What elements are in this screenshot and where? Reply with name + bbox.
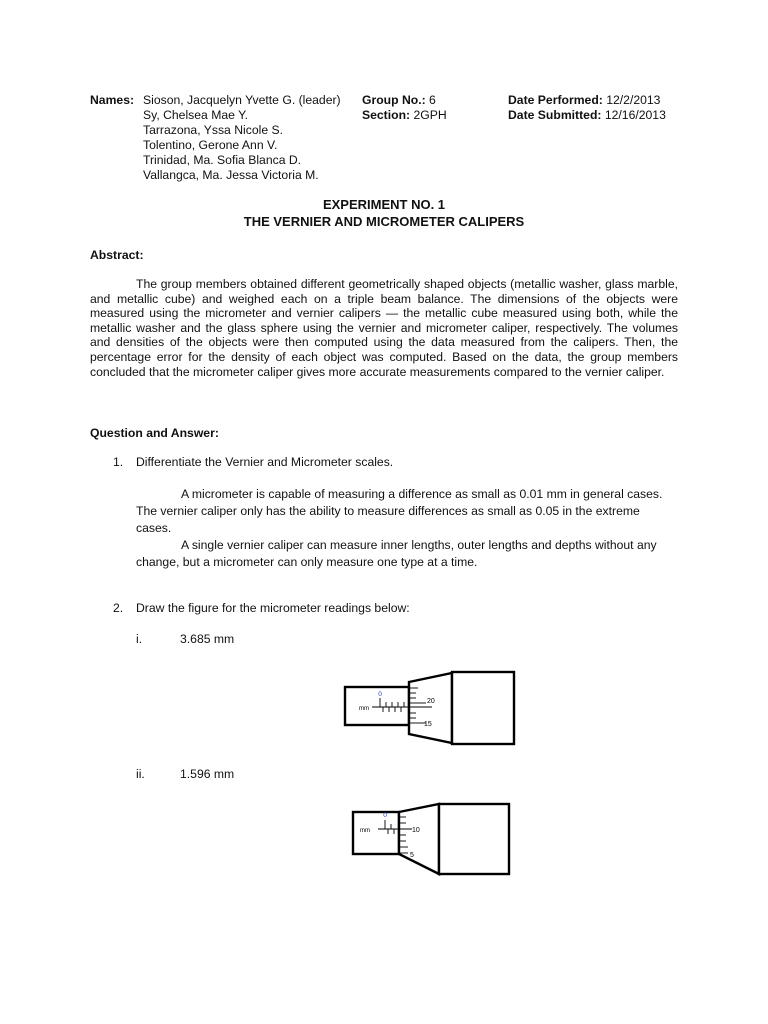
name-item: Tolentino, Gerone Ann V. [143,138,278,152]
date-performed-value: 12/2/2013 [606,93,661,107]
name-item: Tarrazona, Yssa Nicole S. [143,123,283,137]
micrometer-figure-2 [348,802,518,876]
group-value: 6 [429,93,436,107]
reading-2-value: 1.596 mm [180,767,235,781]
thimble-label-lower: 5 [410,852,414,859]
thimble [399,804,439,874]
ratchet [452,672,514,744]
reading-1-numeral: i. [136,632,143,646]
name-item: Sy, Chelsea Mae Y. [143,108,249,122]
name-item: Trinidad, Ma. Sofia Blanca D. [143,153,302,167]
sleeve [345,687,409,725]
q1-number: 1. [113,455,124,469]
unit-label: mm [360,828,370,834]
names-list [143,93,341,183]
q1-text: Differentiate the Vernier and Micrometer scales. [136,455,394,469]
thimble [409,673,452,743]
name-item: Vallangca, Ma. Jessa Victoria M. [143,168,319,182]
group-label: Group No.: [362,93,426,107]
q2-text: Draw the figure for the micrometer readings below: [136,601,410,615]
section-value: 2GPH [413,108,447,122]
qa-heading: Question and Answer: [90,426,219,440]
experiment-title: THE VERNIER AND MICROMETER CALIPERS [243,214,525,229]
name-item: Sioson, Jacquelyn Yvette G. (leader) [143,93,341,107]
thimble-label-lower: 15 [424,721,432,728]
date-submitted [508,108,666,123]
ratchet [439,804,509,874]
unit-label: mm [359,706,369,712]
zero-label: 0 [383,812,387,819]
experiment-number: EXPERIMENT NO. 1 [322,197,446,212]
section [362,108,447,123]
section-label: Section: [362,108,411,122]
thimble-label-upper: 20 [427,698,435,705]
date-performed [508,93,660,108]
names-label: Names: [90,93,135,107]
abstract-text: The group members obtained different geometrically shaped objects (metallic washer, glass marble, and metallic cube) and weighed each on a triple beam balance. The dimensions of the objects were measured using the micrometer and vernier calipers — the metallic cube measured using both, while the metallic washer and the glass sphere using the vernier and micrometer caliper, respectively. The volumes and densities of the objects were then computed using the data measured from the calipers. Then, the percentage error for the density of each object was computed. Based on the data, the group members concluded that the micrometer caliper gives more accurate measurements compared to the vernier caliper. [90,277,678,379]
q2-number: 2. [113,601,124,615]
answer-1-paragraph-2: A single vernier caliper can measure inner lengths, outer lengths and depths without any change, but a micrometer can only measure one type at a time. [136,538,657,569]
micrometer-figure-1 [340,666,520,750]
thimble-label-upper: 10 [412,827,420,834]
abstract-heading: Abstract: [90,248,144,262]
reading-1-value: 3.685 mm [180,632,235,646]
answer-1-paragraph-1: A micrometer is capable of measuring a difference as small as 0.01 mm in general cases. The vernier caliper only has the ability to measure differences as small as 0.05 in the extreme cases. [136,487,663,535]
date-submitted-value: 12/16/2013 [604,108,666,122]
answer-1 [136,486,678,571]
date-submitted-label: Date Submitted: [508,108,602,122]
zero-label: 0 [378,691,382,698]
date-performed-label: Date Performed: [508,93,603,107]
group-number [362,93,436,108]
reading-2-numeral: ii. [136,767,145,781]
